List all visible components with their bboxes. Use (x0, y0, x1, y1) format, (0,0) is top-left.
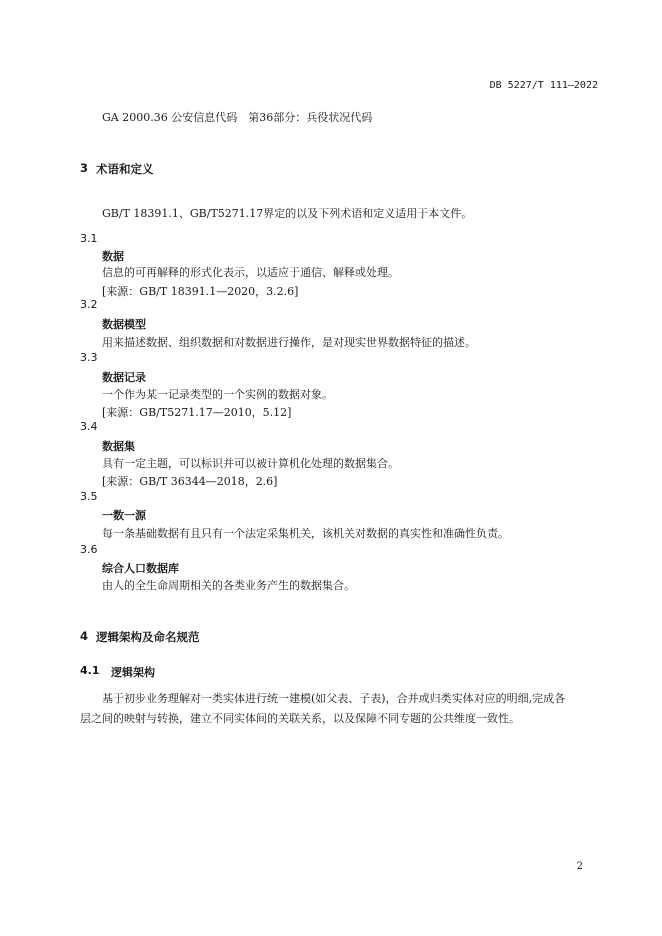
page-number: 2 (576, 861, 583, 872)
term-number: 3.5 (80, 490, 98, 503)
paragraph-line: 层之间的映射与转换，建立不同实体间的关联关系，以及保障不同专题的公共维度一致性。 (80, 712, 520, 725)
term-definition: 由人的全生命周期相关的各类业务产生的数据集合。 (102, 579, 355, 592)
term-number: 3.4 (80, 420, 98, 433)
section-4-title: 逻辑架构及命名规范 (96, 630, 200, 644)
term-source: [来源：GB/T 36344—2018，2.6] (102, 475, 278, 488)
term-title: 综合人口数据库 (102, 562, 179, 575)
term-source: [来源：GB/T 18391.1—2020，3.2.6] (102, 285, 299, 298)
term-title: 数据集 (102, 440, 135, 453)
term-title: 数据模型 (102, 318, 146, 331)
document-code: DB 5227/T 111—2022 (489, 80, 598, 91)
subsection-4-1-number: 4.1 (80, 664, 100, 677)
term-number: 3.1 (80, 232, 98, 245)
section-3-intro: GB/T 18391.1、GB/T5271.17界定的以及下列术语和定义适用于本文件。 (102, 207, 473, 220)
section-3-number: 3 (80, 161, 89, 175)
subsection-4-1-title: 逻辑架构 (111, 666, 155, 679)
term-definition: 用来描述数据、组织数据和对数据进行操作，是对现实世界数据特征的描述。 (102, 336, 476, 349)
term-number: 3.6 (80, 543, 98, 556)
term-title: 一数一源 (102, 509, 146, 522)
term-definition: 一个作为某一记录类型的一个实例的数据对象。 (102, 388, 333, 401)
term-title: 数据 (102, 250, 124, 263)
term-definition: 每一条基础数据有且只有一个法定采集机关，该机关对数据的真实性和准确性负责。 (102, 527, 509, 540)
term-definition: 具有一定主题，可以标识并可以被计算机化处理的数据集合。 (102, 457, 399, 470)
paragraph-line: 基于初步业务理解对一类实体进行统一建模(如父表、子表)，合并或归类实体对应的明细,完成各 (102, 692, 566, 705)
section-4-number: 4 (80, 629, 89, 643)
term-source: [来源：GB/T5271.17—2010，5.12] (102, 406, 292, 419)
section-3-title: 术语和定义 (96, 162, 154, 176)
term-title: 数据记录 (102, 371, 146, 384)
term-number: 3.3 (80, 351, 98, 364)
term-definition: 信息的可再解释的形式化表示，以适应于通信、解释或处理。 (102, 266, 399, 279)
term-number: 3.2 (80, 298, 98, 311)
normative-reference: GA 2000.36 公安信息代码 第36部分：兵役状况代码 (102, 111, 373, 124)
